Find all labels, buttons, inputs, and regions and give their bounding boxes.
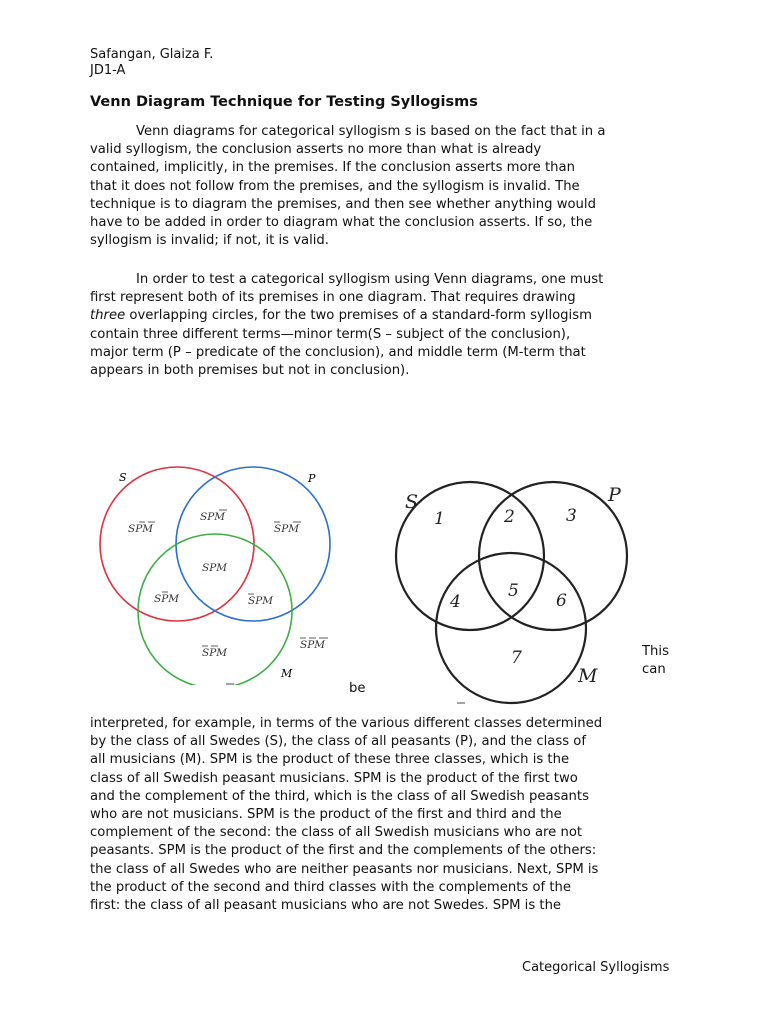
paragraph-line xyxy=(90,307,680,325)
paragraph-line: In order to test a categorical syllogism using Venn diagrams, one must xyxy=(136,272,604,287)
circle-s xyxy=(396,482,544,630)
region-label: SPM xyxy=(154,593,180,605)
region-number-7: 7 xyxy=(511,648,522,668)
venn-diagram-colored xyxy=(88,455,348,685)
region-pm xyxy=(248,594,273,607)
author-name: Safangan, Glaiza F. xyxy=(90,47,214,62)
paragraph-line: technique is to diagram the premises, and then see whether anything would xyxy=(90,196,596,212)
paragraph-line: major term (P – predicate of the conclusion), and middle term (M-term that xyxy=(90,344,586,360)
emphasis-three: three xyxy=(90,308,126,324)
region-m-only xyxy=(202,646,227,659)
region-spm xyxy=(202,562,227,574)
label-p: P xyxy=(308,472,316,485)
region-label: SPM xyxy=(202,562,228,574)
paragraph-line: syllogism is invalid; if not, it is valid. xyxy=(90,233,329,249)
region-p-only xyxy=(274,522,301,535)
region-outside xyxy=(300,638,328,651)
circle-p xyxy=(479,482,627,630)
label-s: S xyxy=(405,491,419,513)
region-number-1: 1 xyxy=(434,509,445,529)
side-text-be: be xyxy=(349,681,366,696)
paragraph-line: peasants. SPM is the product of the first and the complements of the others: xyxy=(90,843,597,859)
paragraph-line: first represent both of its premises in one diagram. That requires drawing xyxy=(90,290,576,306)
paragraph-1 xyxy=(90,123,680,250)
paragraph-line: first: the class of all peasant musicians who are not Swedes. SPM is the xyxy=(90,898,562,914)
region-number-6: 6 xyxy=(556,591,567,611)
paragraph-line: valid syllogism, the conclusion asserts no more than what is already xyxy=(90,142,542,158)
region-number-3: 3 xyxy=(566,506,577,526)
label-m: M xyxy=(281,667,293,680)
paragraph-line-rest: overlapping circles, for the two premises of a standard-form syllogism xyxy=(125,308,592,324)
paragraph-line: that it does not follow from the premises, and the syllogism is invalid. The xyxy=(90,178,580,194)
paragraph-line: contained, implicitly, in the premises. If the conclusion asserts more than xyxy=(90,160,575,176)
region-sm xyxy=(154,592,179,605)
paragraph-3 xyxy=(90,715,680,915)
label-m: M xyxy=(578,665,598,687)
document-title: Venn Diagram Technique for Testing Syllogisms xyxy=(90,94,478,110)
paragraph-line: have to be added in order to diagram what the conclusion asserts. If so, the xyxy=(90,215,593,231)
venn-diagram-numbered xyxy=(387,472,632,707)
label-s: S xyxy=(119,471,127,484)
region-number-5: 5 xyxy=(508,581,519,601)
section-label: JD1-A xyxy=(90,63,126,78)
paragraph-line: the class of all Swedes who are neither peasants nor musicians. Next, SPM is xyxy=(90,861,599,877)
circle-m xyxy=(138,534,292,685)
paragraph-line: class of all Swedish peasant musicians. SPM is the product of the first two xyxy=(90,770,578,786)
label-p: P xyxy=(608,484,621,506)
paragraph-line: by the class of all Swedes (S), the class of all peasants (P), and the class of xyxy=(90,734,586,750)
region-label: SPM xyxy=(300,639,326,651)
paragraph-line: appears in both premises but not in conclusion). xyxy=(90,363,410,379)
paragraph-line: the product of the second and third classes with the complements of the xyxy=(90,879,571,895)
region-label: SPM xyxy=(200,511,226,523)
paragraph-line: contain three different terms—minor term(S – subject of the conclusion), xyxy=(90,326,571,342)
region-number-4: 4 xyxy=(450,592,461,612)
side-text-can: can xyxy=(642,662,666,677)
page-footer: Categorical Syllogisms xyxy=(522,960,670,975)
region-label: SPM xyxy=(248,595,274,607)
paragraph-line: all musicians (M). SPM is the product of these three classes, which is the xyxy=(90,752,570,768)
region-label: SPM xyxy=(202,647,228,659)
side-text-this: This xyxy=(642,644,669,659)
paragraph-line: and the complement of the third, which is the class of all Swedish peasants xyxy=(90,788,589,804)
region-sp xyxy=(200,510,227,523)
paragraph-line: Venn diagrams for categorical syllogism s is based on the fact that in a xyxy=(136,124,606,139)
paragraph-line: complement of the second: the class of all Swedish musicians who are not xyxy=(90,825,583,841)
region-s-only xyxy=(128,522,155,535)
paragraph-2 xyxy=(90,271,680,380)
region-number-2: 2 xyxy=(504,507,515,527)
paragraph-line: interpreted, for example, in terms of the various different classes determined xyxy=(90,716,603,731)
paragraph-line: who are not musicians. SPM is the product of the first and third and the xyxy=(90,807,562,823)
region-label: SPM xyxy=(274,523,300,535)
region-label: SPM xyxy=(128,523,154,535)
